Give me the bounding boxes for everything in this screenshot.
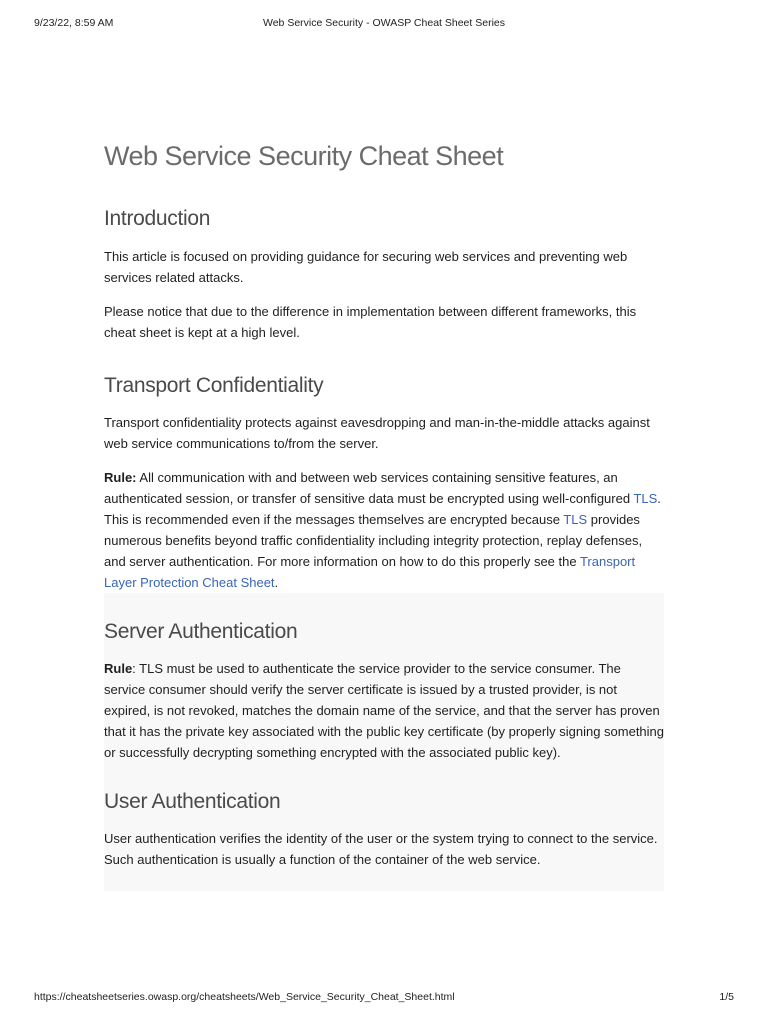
print-url: https://cheatsheetseries.owasp.org/cheatsheets/Web_Service_Security_Cheat_Sheet.html xyxy=(34,991,455,1003)
article-content xyxy=(104,132,664,891)
tls-link[interactable]: TLS xyxy=(633,490,658,506)
introduction-paragraph-2: Please notice that due to the difference in implementation between different frameworks, this cheat sheet is kept at a high level. xyxy=(104,303,637,340)
user-authentication-paragraph: User authentication verifies the identity of the user or the system trying to connect to the service. Such authentication is usually a function of the container of the web service. xyxy=(104,831,658,868)
page-title: Web Service Security Cheat Sheet xyxy=(104,141,504,171)
print-date: 9/23/22, 8:59 AM xyxy=(34,17,114,29)
section-transport-confidentiality xyxy=(104,373,664,593)
transport-paragraph: Transport confidentiality protects against eavesdropping and man-in-the-middle attacks against web service communications to/from the server. xyxy=(104,414,650,451)
introduction-heading: Introduction xyxy=(104,207,211,231)
section-introduction xyxy=(104,206,664,342)
page-number: 1/5 xyxy=(719,991,734,1003)
transport-rule-paragraph xyxy=(104,467,664,593)
rule-text-part-2: . This is recommended even if the messages themselves are encrypted because xyxy=(104,490,661,527)
transport-layer-protection-link[interactable]: Transport Layer Protection Cheat Sheet xyxy=(104,553,636,590)
server-authentication-rule xyxy=(104,658,664,763)
server-rule-text: : TLS must be used to authenticate the service provider to the service consumer. The service consumer should verify the server certificate is issued by a trusted provider, is not expired, is not revoked, matches the domain name of the service, and that the server has proven that it has the private key associated with the public key certificate (by properly signing something or successfully decrypting something encrypted with the associated public key). xyxy=(104,660,665,760)
rule-text-part-1: All communication with and between web services containing sensitive features, an authenticated session, or transfer of sensitive data must be encrypted using well-configured xyxy=(104,469,634,506)
section-server-authentication xyxy=(104,619,664,763)
user-authentication-heading: User Authentication xyxy=(104,789,281,813)
rule-text-part-3: provides numerous benefits beyond traffic confidentiality including integrity protection, replay defenses, and server authentication. For more information on how to do this properly see the xyxy=(104,511,643,569)
server-authentication-heading: Server Authentication xyxy=(104,619,298,643)
print-footer xyxy=(34,991,734,1007)
tls-link-2[interactable]: TLS xyxy=(563,511,588,527)
shaded-content-area xyxy=(104,593,664,891)
section-user-authentication xyxy=(104,789,664,870)
print-page-title: Web Service Security - OWASP Cheat Sheet Series xyxy=(263,17,505,29)
introduction-paragraph-1: This article is focused on providing guidance for securing web services and preventing web services related attacks. xyxy=(104,248,628,285)
print-header xyxy=(34,17,734,33)
transport-confidentiality-heading: Transport Confidentiality xyxy=(104,373,324,397)
rule-label: Rule: xyxy=(104,469,137,485)
rule-text-part-4: . xyxy=(274,574,279,590)
server-rule-label: Rule xyxy=(104,660,133,676)
